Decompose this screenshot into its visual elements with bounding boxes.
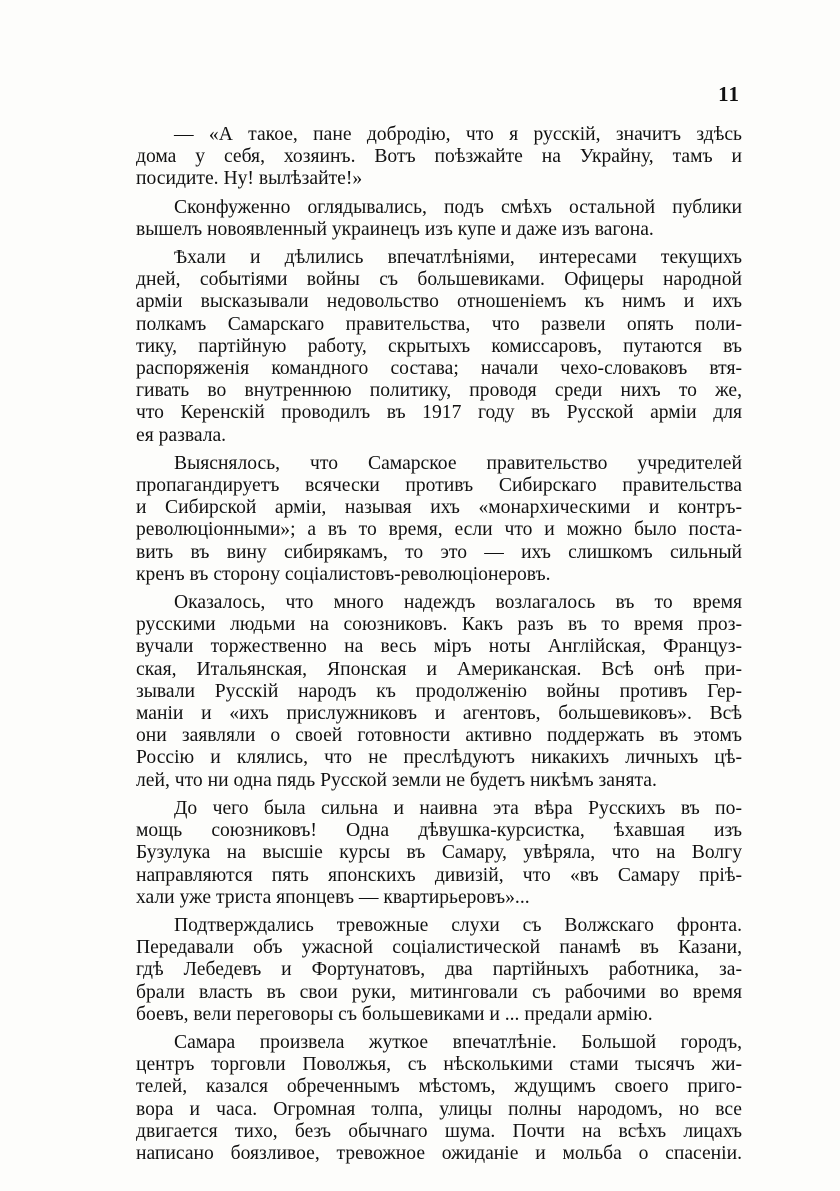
paragraph xyxy=(136,124,742,191)
text-line: гивать во внутреннюю политику, проводя среди нихъ то же, xyxy=(136,380,742,402)
text-line: революціонными»; а въ то время, если что и можно было поста- xyxy=(136,519,742,541)
text-line: направляются пять японскихъ дивизій, что «въ Самару пріѣ- xyxy=(136,864,742,886)
text-line: посидите. Ну! вылѣзайте!» xyxy=(136,168,363,190)
paragraph xyxy=(136,915,742,1026)
text-line: Сконфуженно оглядывались, подъ смѣхъ остальной публики xyxy=(174,196,742,218)
text-line: написано боязливое, тревожное ожиданіе и мольба о спасеніи. xyxy=(136,1142,742,1164)
text-line: дней, событіями войны съ большевиками. Офицеры народной xyxy=(136,269,742,291)
text-line: и Сибирской арміи, называя ихъ «монархическими и контръ- xyxy=(136,497,742,519)
text-line: — «А такое, пане добродію, что я русскій, значитъ здѣсь xyxy=(174,124,742,145)
text-line: русскими людьми на союзниковъ. Какъ разъ въ то время проз- xyxy=(136,614,742,636)
text-line: распоряженія командного состава; начали чехо-словаковъ втя- xyxy=(136,358,742,380)
text-line: мощь союзниковъ! Одна дѣвушка-курсистка, ѣхавшая изъ xyxy=(136,820,742,842)
text-line: дома у себя, хозяинъ. Вотъ поѣзжайте на Украйну, тамъ и xyxy=(136,146,742,168)
paragraph xyxy=(136,1032,742,1165)
paragraph xyxy=(136,453,742,586)
text-line: лей, что ни одна пядь Русской земли не будетъ никѣмъ занята. xyxy=(136,769,657,791)
text-line: тику, партійную работу, скрытыхъ комиссаровъ, путаются въ xyxy=(136,335,742,357)
paragraph xyxy=(136,798,742,909)
text-line: маніи и «ихъ прислужниковъ и агентовъ, большевиковъ». Всѣ xyxy=(136,703,742,725)
paragraph xyxy=(136,592,742,792)
text-body xyxy=(136,124,742,1171)
paragraph xyxy=(136,197,742,241)
text-line: арміи высказывали недовольство отношеніемъ къ нимъ и ихъ xyxy=(136,291,742,313)
text-line: Самара произвела жуткое впечатлѣніе. Большой городъ, xyxy=(174,1031,742,1053)
text-line: боевъ, вели переговоры съ большевиками и ... предали армію. xyxy=(136,1003,653,1025)
text-line: Передавали объ ужасной соціалистической панамѣ въ Казани, xyxy=(136,937,742,959)
text-line: вить въ вину сибирякамъ, то это — ихъ слишкомъ сильный xyxy=(136,541,742,563)
text-line: вора и часа. Огромная толпа, улицы полны народомъ, но все xyxy=(136,1098,742,1120)
text-line: телей, казался обреченнымъ мѣстомъ, ждущимъ своего приго- xyxy=(136,1076,742,1098)
text-line: Оказалось, что много надеждъ возлагалось въ то время xyxy=(174,592,742,614)
text-line: зывали Русскій народъ къ продолженію войны противъ Гер- xyxy=(136,680,742,702)
text-line: что Керенскій проводилъ въ 1917 году въ Русской арміи для xyxy=(136,402,742,424)
text-line: До чего была сильна и наивна эта вѣра Русскихъ въ по- xyxy=(174,797,742,819)
text-line: кренъ въ сторону соціалистовъ-революціонеровъ. xyxy=(136,563,551,585)
text-line: Бузулука на высшіе курсы въ Самару, увѣряла, что на Волгу xyxy=(136,842,742,864)
page-number: 11 xyxy=(718,82,740,106)
text-line: Ѣхали и дѣлились впечатлѣніями, интересами текущихъ xyxy=(174,247,742,269)
text-line: Выяснялось, что Самарское правительство учредителей xyxy=(174,452,742,474)
paragraph xyxy=(136,247,742,447)
text-line: двигается тихо, безъ обычнаго шума. Почти на всѣхъ лицахъ xyxy=(136,1120,742,1142)
text-line: брали власть въ свои руки, митинговали съ рабочими во время xyxy=(136,981,742,1003)
text-line: они заявляли о своей готовности активно поддержать въ этомъ xyxy=(136,725,742,747)
text-line: ская, Итальянская, Японская и Американская. Всѣ онѣ при- xyxy=(136,658,742,680)
text-line: Россію и клялись, что не преслѣдуютъ никакихъ личныхъ цѣ- xyxy=(136,747,742,769)
text-line: полкамъ Самарскаго правительства, что развели опять поли- xyxy=(136,313,742,335)
text-line: пропагандируетъ всячески противъ Сибирскаго правительства xyxy=(136,475,742,497)
text-line: ея развала. xyxy=(136,424,227,446)
text-line: Подтверждались тревожные слухи съ Волжскаго фронта. xyxy=(174,914,742,936)
text-line: хали уже триста японцевъ — квартирьеровъ»... xyxy=(136,886,530,908)
text-line: центръ торговли Поволжья, съ нѣсколькими стами тысячъ жи- xyxy=(136,1054,742,1076)
text-line: гдѣ Лебедевъ и Фортунатовъ, два партійныхъ работника, за- xyxy=(136,959,742,981)
text-line: вышелъ новоявленный украинецъ изъ купе и даже изъ вагона. xyxy=(136,218,654,240)
text-line: вучали торжественно на весь міръ ноты Англійская, Француз- xyxy=(136,636,742,658)
